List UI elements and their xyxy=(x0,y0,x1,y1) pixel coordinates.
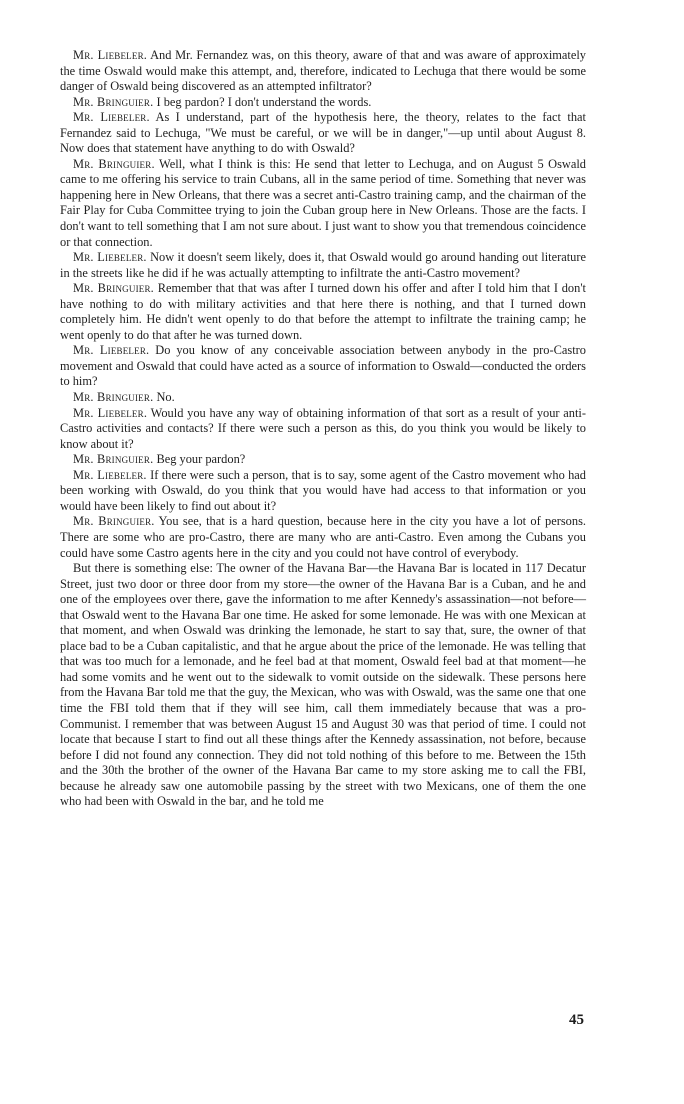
paragraph-12 xyxy=(60,514,586,561)
paragraph-2 xyxy=(60,95,586,111)
speaker-label: Mr. Bringuier. xyxy=(73,281,154,296)
paragraph-text: Would you have any way of obtaining information of that sort as a result of your anti-Castro activities and contacts? If there were such a person as this, do you think you would be likely to know about it? xyxy=(60,405,586,451)
paragraph-text: Now it doesn't seem likely, does it, that Oswald would go around handing out literature in the streets like he did if he was actually attempting to infiltrate the anti-Castro movement? xyxy=(60,250,586,280)
paragraph-text: As I understand, part of the hypothesis here, the theory, relates to the fact that Fernandez said to Lechuga, "We must be careful, or we will be in danger,"—up until about August 8. Now does that statement have anything to do with Oswald? xyxy=(60,110,586,156)
speaker-label: Mr. Liebeler. xyxy=(73,405,148,420)
paragraph-10 xyxy=(60,452,586,468)
paragraph-5 xyxy=(60,250,586,281)
paragraph-text: But there is something else: The owner of the Havana Bar—the Havana Bar is located in 117 Decatur Street, just two door or three door from my store—the owner of the Havana Bar is a Cuban, and he and one of the employees over there, gave the information to me after Kennedy's assassination—not before—that Oswald went to the Havana Bar one time. He asked for some lemonade. He was with one Mexican at that moment, and when Oswald was drinking the lemonade, he start to say that, sure, the owner of that place bad to be a Cuban capitalistic, and that he argue about the price of the lemonade. He was telling that that was too much for a lemonade, and he feel bad at that moment, Oswald feel bad at that moment—he had some vomits and he went out to the sidewalk to vomit outside on the sidewalk. These persons here from the Havana Bar told me that the guy, the Mexican, who was with Oswald, was the same one that one time the FBI told them that if they will see him, call them immediately because that was a pro-Communist. I remember that was between August 15 and August 30 was that period of time. I could not locate that because I start to find out all these things after the Kennedy assassination, not before, because before I did not found any connection. They did not told nothing of this before to me. Between the 15th and the 30th the brother of the owner of the Havana Bar came to my store asking me to call the FBI, because he already saw one automobile passing by the street with two Mexicans, one of them the one who had been with Oswald in the bar, and he told me xyxy=(60,561,586,809)
paragraph-11 xyxy=(60,468,586,515)
paragraph-text: Beg your pardon? xyxy=(156,452,246,467)
speaker-label: Mr. Liebeler. xyxy=(73,48,148,62)
speaker-label: Mr. Liebeler. xyxy=(73,250,147,265)
paragraph-text: Remember that that was after I turned down his offer and after I told him that I don't have nothing to do with military activities and that here there is nothing, and that I turned down completely him. He didn't went openly to do that before the attempt to infiltrate the training camp; he went openly to do that after he was turned down. xyxy=(60,281,587,342)
speaker-label: Mr. Liebeler. xyxy=(73,467,147,482)
paragraph-9 xyxy=(60,406,586,453)
paragraph-text: I beg pardon? I don't understand the words. xyxy=(156,94,372,109)
speaker-label: Mr. Bringuier. xyxy=(73,452,154,467)
paragraph-text: Do you know of any conceivable association between anybody in the pro-Castro movement and Oswald that could have acted as a source of information to Oswald—conducted the orders to him? xyxy=(60,343,586,389)
paragraph-text: No. xyxy=(156,390,175,405)
speaker-label: Mr. Liebeler. xyxy=(73,110,150,125)
speaker-label: Mr. Bringuier. xyxy=(73,390,154,405)
speaker-label: Mr. Bringuier. xyxy=(73,94,154,109)
paragraph-8 xyxy=(60,390,586,406)
speaker-label: Mr. Liebeler. xyxy=(73,343,150,358)
document-page xyxy=(60,48,586,810)
paragraph-4 xyxy=(60,157,586,250)
page-number: 45 xyxy=(569,1012,584,1028)
paragraph-text: If there were such a person, that is to say, some agent of the Castro movement who had been working with Oswald, do you think that you would have had access to that information or you would have been likely to find out about it? xyxy=(60,467,586,513)
paragraph-7 xyxy=(60,343,586,390)
paragraph-1 xyxy=(60,48,586,95)
paragraph-6 xyxy=(60,281,586,343)
paragraph-13 xyxy=(60,561,586,810)
paragraph-3 xyxy=(60,110,586,157)
paragraph-text: And Mr. Fernandez was, on this theory, aware of that and was aware of approximately the time Oswald would make this attempt, and, therefore, indicated to Lechuga that there would be some danger of Oswald being discovered as an attempted infiltrator? xyxy=(60,48,586,94)
paragraph-text: Well, what I think is this: He send that letter to Lechuga, and on August 5 Oswald came to me offering his service to train Cubans, all in the same period of time. Something that never was happening here in New Orleans, that there was a secret anti-Castro training camp, and the chairman of the Fair Play for Cuba Committee trying to join the Cuban group here in New Orleans. Those are the facts. I don't want to tell something that I am not sure about. I just want to show you that tremendous coincidence or that connection. xyxy=(60,156,586,249)
paragraph-text: You see, that is a hard question, because here in the city you have a lot of persons. There are some who are pro-Castro, there are many who are anti-Castro. Even among the Cubans you could have some Castro agents here in the city and you could not have control of everybody. xyxy=(60,514,586,560)
speaker-label: Mr. Bringuier. xyxy=(73,514,155,529)
speaker-label: Mr. Bringuier. xyxy=(73,156,155,171)
